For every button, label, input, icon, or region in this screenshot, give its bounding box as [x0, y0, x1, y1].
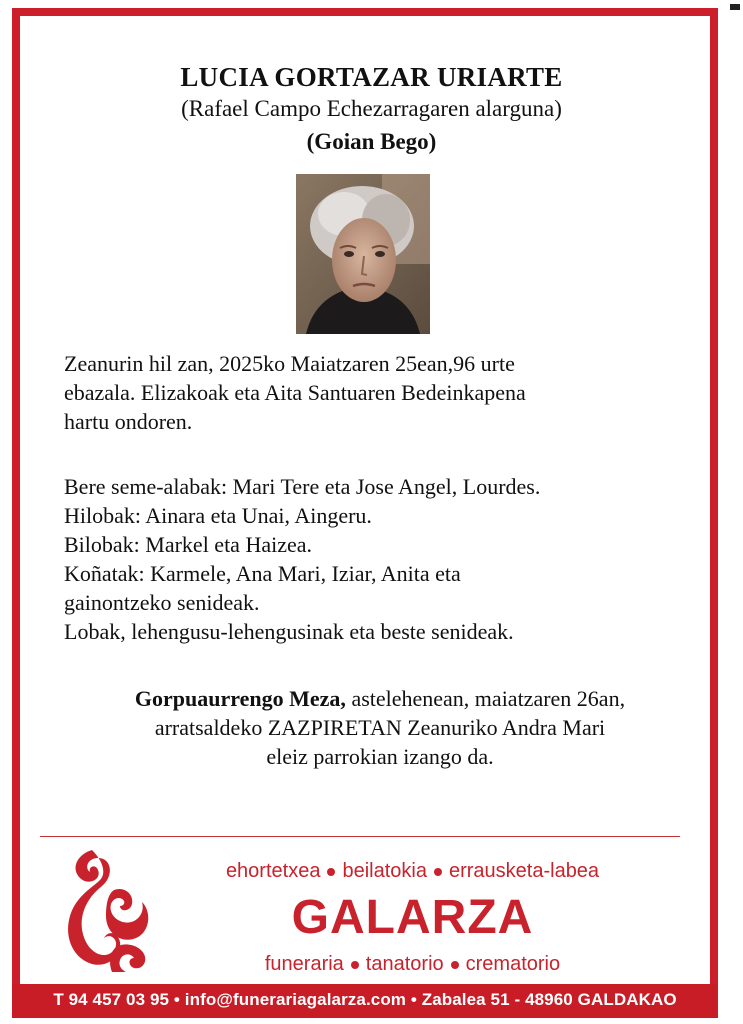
mass-lead: Gorpuaurrengo Meza,	[134, 686, 346, 711]
service-label: funeraria	[264, 953, 344, 975]
family-line: Bilobak: Markel eta Haizea.	[64, 532, 313, 557]
family-line: Koñatak: Karmele, Ana Mari, Iziar, Anita eta	[64, 561, 461, 586]
bullet-dot-icon	[451, 961, 459, 969]
services-spanish	[160, 953, 665, 976]
mass-line: astelehenean, maiatzaren 26an,	[345, 686, 626, 711]
death-line: hartu ondoren.	[64, 409, 193, 434]
services-basque	[160, 860, 665, 883]
alias-line: (Goian Bego)	[306, 129, 437, 154]
family-list	[64, 472, 684, 646]
mass-announcement	[60, 684, 700, 771]
death-paragraph	[64, 349, 684, 436]
mass-line: eleiz parrokian izango da.	[266, 744, 494, 769]
bullet-dot-icon	[434, 868, 442, 876]
contact-line: T 94 457 03 95 • info@funerariagalarza.com • Zabalea 51 - 48960 GALDAKAO	[53, 990, 677, 1009]
divider	[40, 836, 680, 837]
mass-line: arratsaldeko ZAZPIRETAN Zeanuriko Andra Mari	[154, 715, 606, 740]
galarza-ornament-logo	[62, 846, 158, 972]
family-line: Hilobak: Ainara eta Unai, Aingeru.	[64, 503, 372, 528]
bullet-dot-icon	[351, 961, 359, 969]
family-line: Bere seme-alabak: Mari Tere eta Jose Angel, Lourdes.	[64, 474, 541, 499]
death-line: Zeanurin hil zan, 2025ko Maiatzaren 25ean,96 urte	[64, 351, 515, 376]
service-label: errausketa-labea	[448, 860, 600, 882]
portrait-photo	[296, 174, 430, 334]
service-label: ehortetxea	[225, 860, 321, 882]
service-label: beilatokia	[342, 860, 427, 882]
service-label: tanatorio	[365, 953, 444, 975]
deceased-name: LUCIA GORTAZAR URIARTE	[180, 62, 563, 92]
company-name: GALARZA	[291, 891, 534, 944]
service-label: crematorio	[465, 953, 561, 975]
family-line: gainontzeko senideak.	[64, 590, 260, 615]
family-line: Lobak, lehengusu-lehengusinak eta beste senideak.	[64, 619, 514, 644]
scan-corner-mark	[730, 4, 740, 10]
death-line: ebazala. Elizakoak eta Aita Santuaren Bedeinkapena	[64, 380, 526, 405]
bullet-dot-icon	[327, 868, 335, 876]
spouse-line: (Rafael Campo Echezarragaren alarguna)	[181, 96, 562, 121]
